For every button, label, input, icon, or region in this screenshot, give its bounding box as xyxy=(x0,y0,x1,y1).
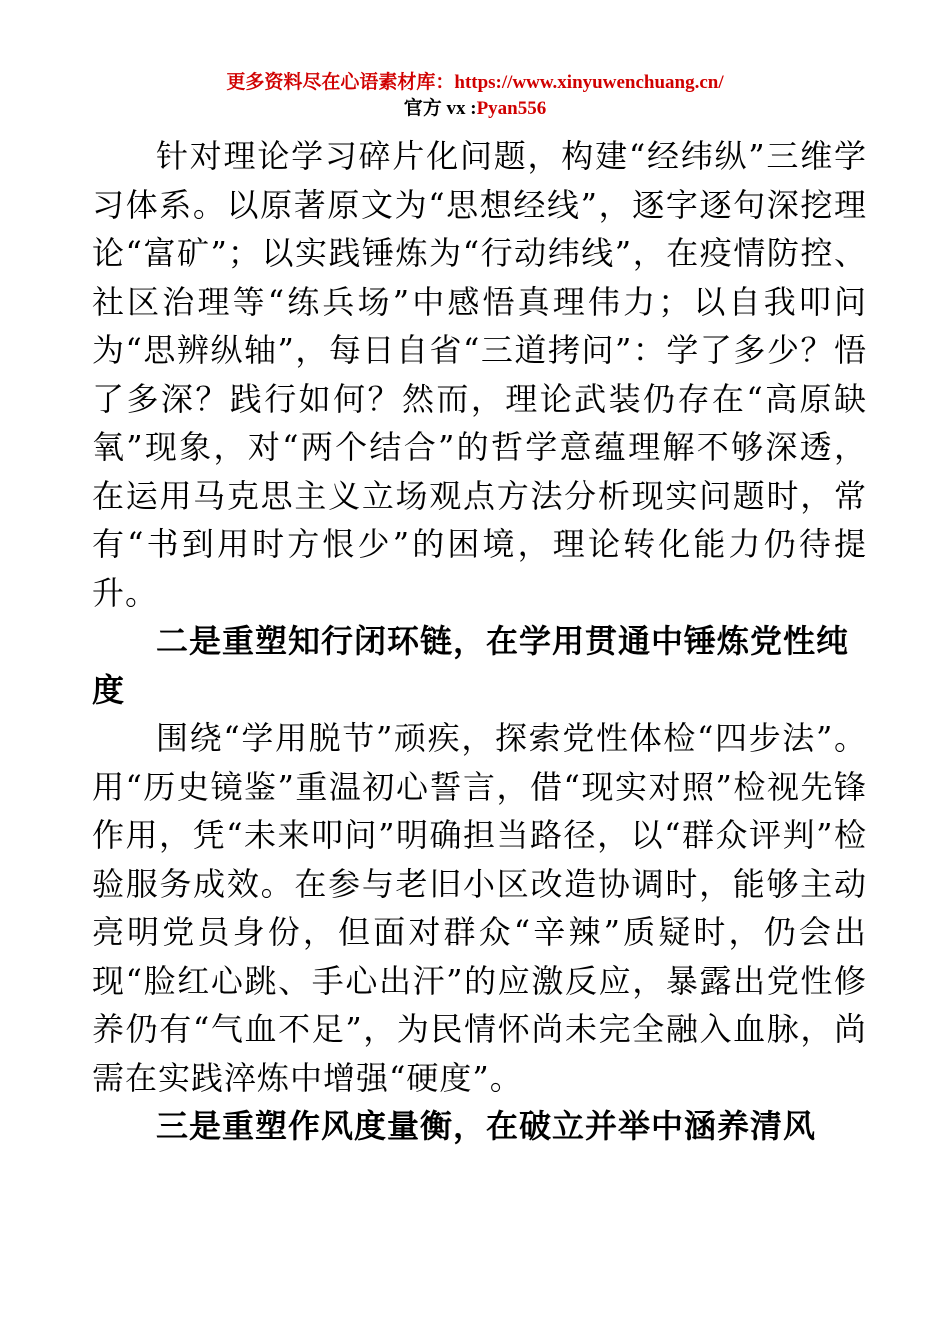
header-promo-text: 更多资料尽在心语素材库：https://www.xinyuwenchuang.cn/ xyxy=(226,72,724,93)
document-body xyxy=(92,132,867,1151)
section-heading-2: 二是重塑知行闭环链，在学用贯通中锤炼党性纯度 xyxy=(92,622,850,709)
header-vx-id: Pyan556 xyxy=(476,98,547,119)
header-promo-line xyxy=(0,70,950,96)
body-paragraph-2: 围绕“学用脱节”顽疾，探索党性体检“四步法”。用“历史镜鉴”重温初心誓言，借“现实对照”检视先锋作用，凭“未来叩问”明确担当路径，以“群众评判”检验服务成效。在参与老旧小区改造协调时，能够主动亮明党员身份，但面对群众“辛辣”质疑时，仍会出现“脸红心跳、手心出汗”的应激反应，暴露出党性修养仍有“气血不足”，为民情怀尚未完全融入血脉，尚需在实践淬炼中增强“硬度”。 xyxy=(92,719,867,1097)
header-vx-label: 官方 vx : xyxy=(403,98,477,119)
section-heading-3: 三是重塑作风度量衡，在破立并举中涵养清风 xyxy=(156,1107,817,1145)
body-paragraph-1: 针对理论学习碎片化问题，构建“经纬纵”三维学习体系。以原著原文为“思想经线”，逐字逐句深挖理论“富矿”；以实践锤炼为“行动纬线”，在疫情防控、社区治理等“练兵场”中感悟真理伟力；以自我叩问为“思辨纵轴”，每日自省“三道拷问”：学了多少？悟了多深？践行如何？然而，理论武装仍存在“高原缺氧”现象，对“两个结合”的哲学意蕴理解不够深透，在运用马克思主义立场观点方法分析现实问题时，常有“书到用时方恨少”的困境，理论转化能力仍待提升。 xyxy=(92,137,867,612)
header-contact-line xyxy=(0,96,950,122)
